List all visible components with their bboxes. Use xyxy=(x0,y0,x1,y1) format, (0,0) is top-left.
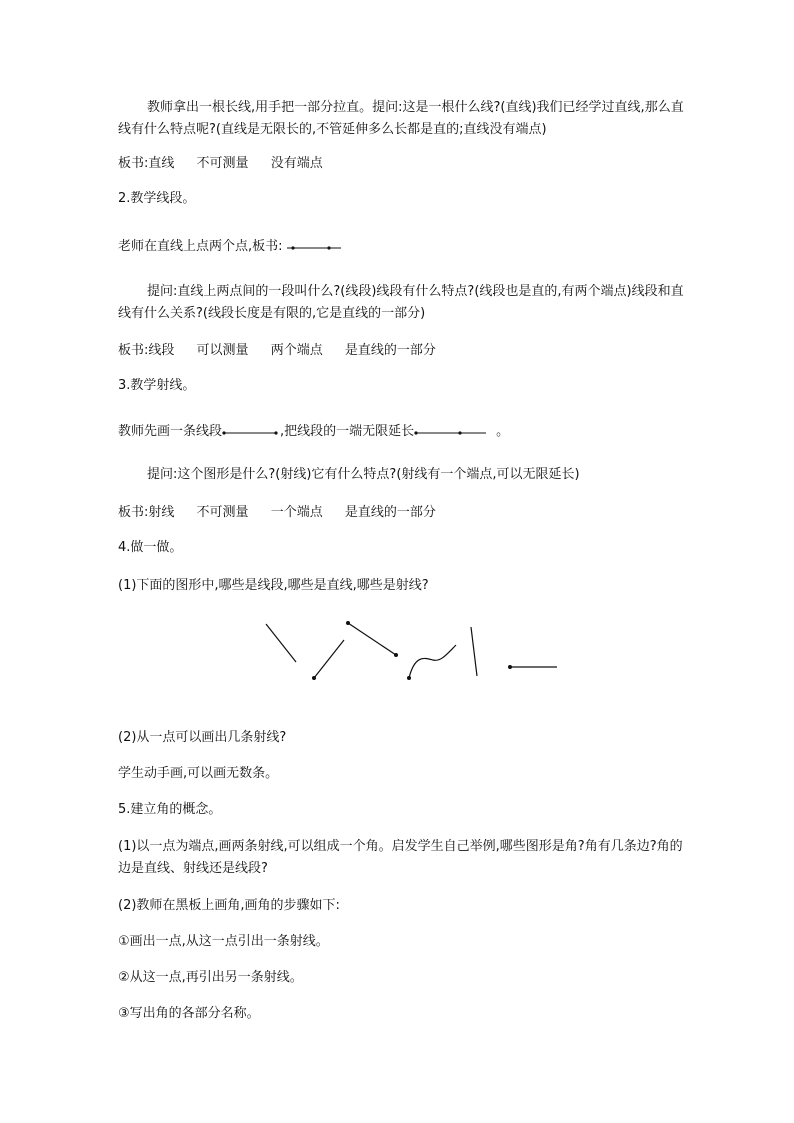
board-line-2: 不可测量 xyxy=(196,156,249,171)
p-question-1: (1)下面的图形中,哪些是线段,哪些是直线,哪些是射线? xyxy=(118,578,429,593)
p-teacher-long-line: 教师拿出一根长线,用手把一部分拉直。提问:这是一根什么线?(直线)我们已经学过直线,那么直线有什么特点呢?(直线是无限长的,不管延伸多么长都是直的;直线没有端点) xyxy=(118,100,684,137)
p-board-line xyxy=(118,153,688,175)
figure-4-curve xyxy=(409,645,456,678)
board-line-3: 没有端点 xyxy=(270,156,323,171)
board-line-1: 板书:直线 xyxy=(118,156,175,171)
figure-3-segment xyxy=(348,623,396,655)
p-students-draw: 学生动手画,可以画无数条。 xyxy=(118,766,279,781)
board-segment-3: 两个端点 xyxy=(270,343,323,358)
p-step-2: ②从这一点,再引出另一条射线。 xyxy=(118,970,303,985)
ray-figure xyxy=(414,427,488,437)
p-board-segment xyxy=(118,340,688,362)
p-angle-definition: (1)以一点为端点,画两条射线,可以组成一个角。启发学生自己举例,哪些图形是角?角有几条边?角的边是直线、射线还是线段? xyxy=(118,839,683,876)
p-step-3: ③写出角的各部分名称。 xyxy=(118,1006,260,1021)
p-ray-question: 提问:这个图形是什么?(射线)它有什么特点?(射线有一个端点,可以无限延长) xyxy=(147,467,580,482)
p-step-1: ①画出一点,从这一点引出一条射线。 xyxy=(118,934,329,949)
heading-angle-concept: 5.建立角的概念。 xyxy=(118,802,222,817)
p-two-points xyxy=(118,236,688,258)
segment-figure xyxy=(222,427,280,437)
two-points-text: 老师在直线上点两个点,板书: xyxy=(118,239,283,254)
figure-5-line xyxy=(471,627,477,676)
p-draw-segment-extend xyxy=(118,421,688,443)
line-types-figure xyxy=(255,614,565,710)
board-segment-4: 是直线的一部分 xyxy=(344,343,436,358)
p-board-ray xyxy=(118,502,688,524)
segment-on-line-figure xyxy=(287,242,343,252)
board-ray-2: 不可测量 xyxy=(196,505,249,520)
draw-segment-text: 教师先画一条线段 xyxy=(118,424,223,439)
p-question-2: (2)从一点可以画出几条射线? xyxy=(118,730,287,745)
heading-teach-segment: 2.教学线段。 xyxy=(118,191,196,206)
period-text: 。 xyxy=(496,424,510,439)
heading-do-it: 4.做一做。 xyxy=(118,540,183,555)
heading-teach-ray: 3.教学射线。 xyxy=(118,378,196,393)
board-ray-3: 一个端点 xyxy=(270,505,323,520)
board-ray-1: 板书:射线 xyxy=(118,505,175,520)
line-types-drawing xyxy=(255,614,565,684)
board-segment-2: 可以测量 xyxy=(196,343,249,358)
extend-text: ,把线段的一端无限延长 xyxy=(280,424,415,439)
board-ray-4: 是直线的一部分 xyxy=(344,505,436,520)
figure-1-line xyxy=(266,624,296,662)
p-segment-question: 提问:直线上两点间的一段叫什么?(线段)线段有什么特点?(线段也是直的,有两个端点)线段和直线有什么关系?(线段长度是有限的,它是直线的一部分) xyxy=(118,284,684,321)
figure-2-ray xyxy=(314,640,344,678)
p-draw-angle-steps: (2)教师在黑板上画角,画角的步骤如下: xyxy=(118,898,340,913)
board-segment-1: 板书:线段 xyxy=(118,343,175,358)
